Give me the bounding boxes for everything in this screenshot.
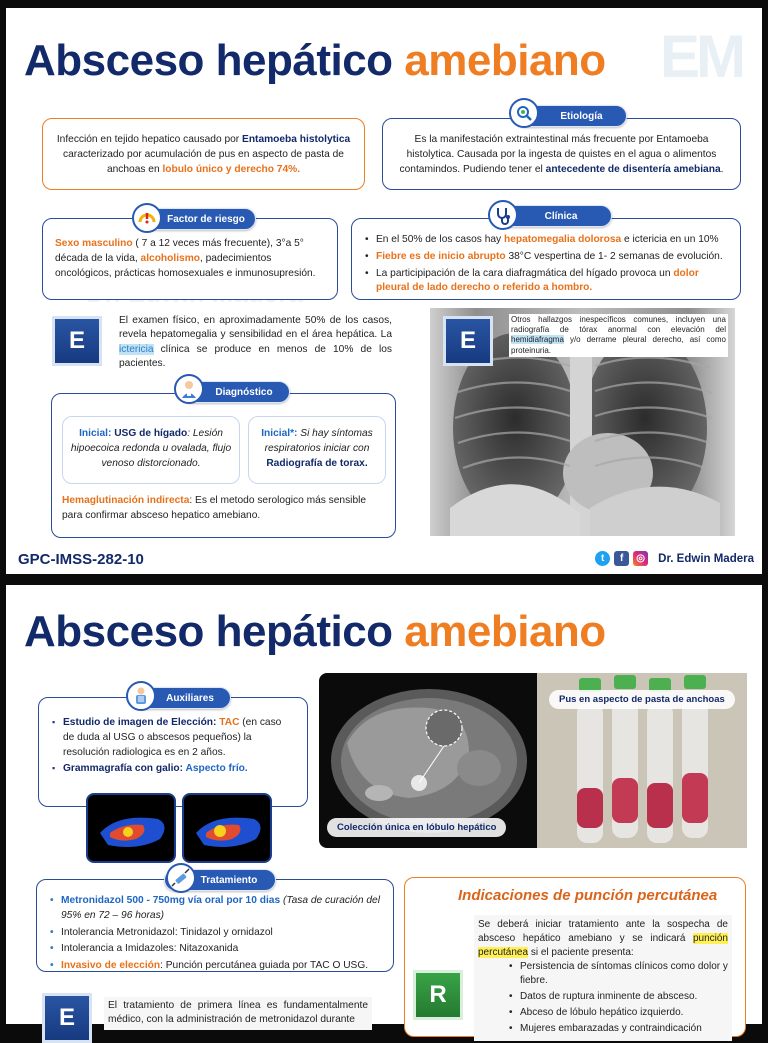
clinica-item-1: • En el 50% de los casos hay hepatomegalia dolorosa e ictericia en un 10% <box>364 233 728 248</box>
twitter-icon[interactable]: t <box>595 551 610 566</box>
clinica-item-3: • La participipación de la cara diafragmática del hígado provoca un dolor pleural de lado derecho o referido a hombro. <box>364 267 728 297</box>
title-part-2: amebiano <box>404 36 606 85</box>
guideline-code: GPC-IMSS-282-10 <box>18 551 144 568</box>
author-footer <box>595 551 754 566</box>
indicaciones-intro: Se deberá iniciar tratamiento ante la sospecha de absceso hepático amebiano y se indicará punción percutánea si el paciente presenta: <box>478 919 728 958</box>
etiologia-text-1: Es la manifestación extraintestinal más frecuente por Entamoeba histolytica. Causada por la ingesta de quistes en el agua o alimentos contamindos. Pudiendo tener el <box>399 134 717 175</box>
indicaciones-text <box>474 915 732 1041</box>
treatment-text: El tratamiento de primera línea es fundamentalmente médico, con la administración de metronidazol durante <box>104 997 372 1030</box>
tratamiento-item-2: • Intolerancia Metronidazol: Tinidazol y ornidazol <box>49 926 381 941</box>
auxiliares-box <box>38 697 308 807</box>
auxiliares-item-2: ▪ Grammagrafía con galio: Aspecto frío. <box>51 762 295 777</box>
tratamiento-item-3: • Intolerancia a Imidazoles: Nitazoxanida <box>49 942 381 957</box>
stethoscope-icon <box>488 200 518 230</box>
clinica-box <box>351 218 741 300</box>
page-title <box>24 36 606 86</box>
title2-part-1: Absceso hepático <box>24 607 393 656</box>
page-title-2 <box>24 607 606 657</box>
factor-text-1: Sexo masculino <box>55 238 133 249</box>
diagnostico-label: Diagnóstico <box>215 386 273 398</box>
indicaciones-item: • Abceso de lóbulo hepático izquierdo. <box>508 1006 728 1020</box>
xray-note: Otros hallazgos inespecíficos comunes, incluyen una radiografía de tórax anormal con elevación del hemidiafragma y/o derrame pleural derecho, así como proteinuria. <box>509 314 728 357</box>
etiologia-label: Etiología <box>560 110 603 122</box>
definition-text-1: Infección en tejido hepatico causado por <box>56 134 243 145</box>
clinica-list <box>364 233 728 296</box>
tratamiento-item-4: • Invasivo de elección: Punción percutánea guiada por TAC O USG. <box>49 959 381 974</box>
author-name: Dr. Edwin Madera <box>658 552 754 565</box>
xray-evidence-badge: E <box>443 316 493 366</box>
etiologia-text-2: . <box>720 163 724 175</box>
recommendation-badge: R <box>413 970 463 1020</box>
auxiliares-list <box>51 716 295 777</box>
diagnostico-inicial-usg: Inicial: USG de hígado: Lesión hipoecoica redonda u ovalada, flujo venoso distorcionado. <box>62 416 240 484</box>
facebook-icon[interactable]: f <box>614 551 629 566</box>
title2-part-2: amebiano <box>404 607 606 656</box>
slide-1 <box>6 8 762 574</box>
definition-text-2: caracterizado por acumulación de pus en aspecto de pasta de anchoas en <box>63 148 344 175</box>
title-part-1: Absceso hepático <box>24 36 393 85</box>
liver-scan-image-1 <box>86 793 176 863</box>
microscope-icon <box>509 98 539 128</box>
indicaciones-item: • Mujeres embarazadas y contraindicación <box>508 1022 728 1036</box>
instagram-icon[interactable]: ◎ <box>633 551 648 566</box>
diagnostico-footer: Hemaglutinación indirecta: Es el metodo serologico más sensible para confirmar absceso hepatico amebiano. <box>62 495 367 521</box>
tratamiento-box <box>36 879 394 972</box>
indicaciones-item: • Persistencia de síntomas clínicos como dolor y fiebre. <box>508 960 728 988</box>
etiologia-highlight: antecedente de disentería amebiana <box>545 163 721 175</box>
diagnostico-inicial-radiografia: Inicial*: Si hay síntomas respiratorios iniciar con Radiografía de torax. <box>248 416 386 484</box>
indicaciones-item: • Datos de ruptura inminente de absceso. <box>508 990 728 1004</box>
liver-scan-image-2 <box>182 793 272 863</box>
clinica-label: Clínica <box>544 210 578 222</box>
em-logo: EM <box>660 23 742 90</box>
definition-highlight: lobulo único y derecho 74%. <box>162 163 301 175</box>
skeleton-icon <box>126 681 156 711</box>
indicaciones-list <box>478 960 728 1036</box>
definition-box <box>42 118 365 190</box>
ct-caption: Colección única en lóbulo hepático <box>327 818 506 837</box>
slide-2 <box>6 585 762 1034</box>
factor-riesgo-box <box>42 218 338 300</box>
evidence-badge: E <box>52 316 102 366</box>
tratamiento-list <box>49 894 381 974</box>
evidence-badge-2: E <box>42 993 92 1043</box>
tratamiento-label: Tratamiento <box>200 874 258 886</box>
auxiliares-item-1: ▪ Estudio de imagen de Elección: TAC (en caso de duda al USG o abscesos pequeños) la resolución radiologica es en 2 años. <box>51 716 295 760</box>
clinica-item-2: • Fiebre es de inicio abrupto 38°C vespertina de 1- 2 semanas de evolución. <box>364 250 728 265</box>
doctor-icon <box>174 374 204 404</box>
syringe-icon <box>166 863 196 893</box>
factor-riesgo-label: Factor de riesgo <box>167 213 245 225</box>
indicaciones-title: Indicaciones de punción percutánea <box>458 887 718 904</box>
tratamiento-item-1: • Metronidazol 500 - 750mg vía oral por 10 dias (Tasa de curación del 95% en 72 – 96 horas) <box>49 894 381 924</box>
factor-text-2: ( 7 a 12 veces más frecuente), 3°a 5° década de la vida, <box>55 238 304 264</box>
auxiliares-label: Auxiliares <box>166 692 214 704</box>
etiologia-box <box>382 118 741 190</box>
factor-text-4: , padecimientos oncológicos, prácticas homosexuales e inmunosupresión. <box>55 252 316 279</box>
definition-organism: Entamoeba histolytica <box>242 134 351 145</box>
pus-caption: Pus en aspecto de pasta de anchoas <box>549 690 735 709</box>
factor-text-3: alcoholismo <box>140 252 200 264</box>
exam-text: El examen físico, en aproximadamente 50% de los casos, revela hepatomegalia y sensibilidad en el área hepática. La ictericia clínica se produce en menos de 10% de los pacientes. <box>119 315 392 369</box>
warning-gauge-icon <box>132 203 162 233</box>
diagnostico-box <box>51 393 396 538</box>
